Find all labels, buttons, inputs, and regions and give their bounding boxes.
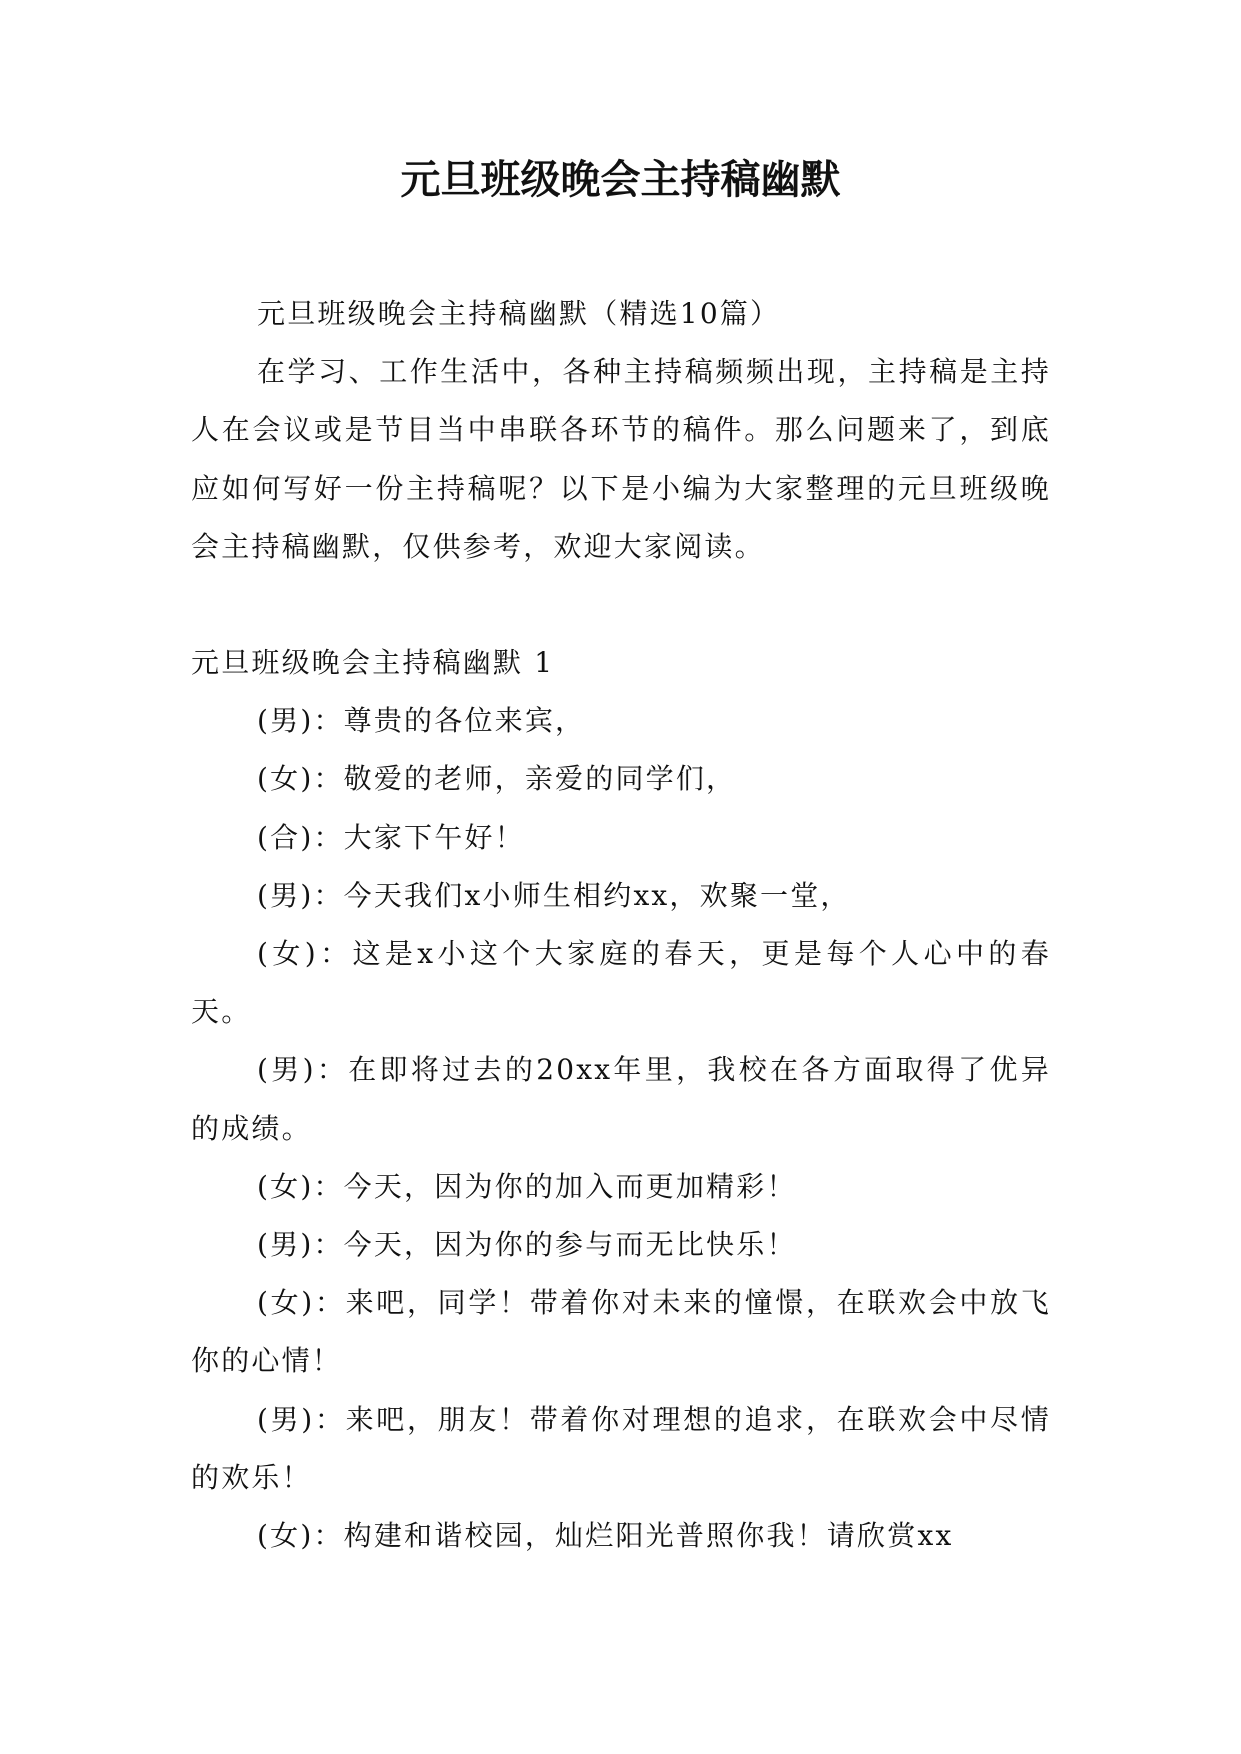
dialogue-line: (女)：来吧，同学！带着你对未来的憧憬，在联欢会中放飞你的心情！	[191, 1286, 1051, 1378]
dialogue-line: (女)：敬爱的老师，亲爱的同学们，	[257, 762, 737, 796]
paragraph-spacer	[191, 576, 1051, 634]
dialogue-line: (男)：在即将过去的20xx年里，我校在各方面取得了优异的成绩。	[191, 1053, 1051, 1145]
dialogue-line: (男)：尊贵的各位来宾，	[257, 704, 586, 738]
dialogue-line: (女)：今天，因为你的加入而更加精彩！	[257, 1169, 797, 1203]
document-subtitle: 元旦班级晚会主持稿幽默（精选10篇）	[257, 297, 781, 330]
dialogue-line: (男)：今天，因为你的参与而无比快乐！	[257, 1228, 797, 1262]
dialogue-line: (男)：今天我们x小师生相约xx，欢聚一堂，	[257, 878, 851, 912]
intro-paragraph: 在学习、工作生活中，各种主持稿频频出现，主持稿是主持人在会议或是节目当中串联各环节的稿件。那么问题来了，到底应如何写好一份主持稿呢？以下是小编为大家整理的元旦班级晚会主持稿幽默，仅供参考，欢迎大家阅读。	[191, 355, 1051, 563]
dialogue-line: (男)：来吧，朋友！带着你对理想的追求，在联欢会中尽情的欢乐！	[191, 1402, 1051, 1494]
section-heading: 元旦班级晚会主持稿幽默 1	[191, 646, 555, 680]
document-title: 元旦班级晚会主持稿幽默	[400, 157, 841, 203]
document-body	[191, 285, 1051, 1565]
dialogue-line: (合)：大家下午好！	[257, 820, 525, 854]
dialogue-line: (女)：这是x小这个大家庭的春天，更是每个人心中的春天。	[191, 937, 1051, 1029]
dialogue-line: (女)：构建和谐校园，灿烂阳光普照你我！请欣赏xx	[257, 1519, 954, 1553]
